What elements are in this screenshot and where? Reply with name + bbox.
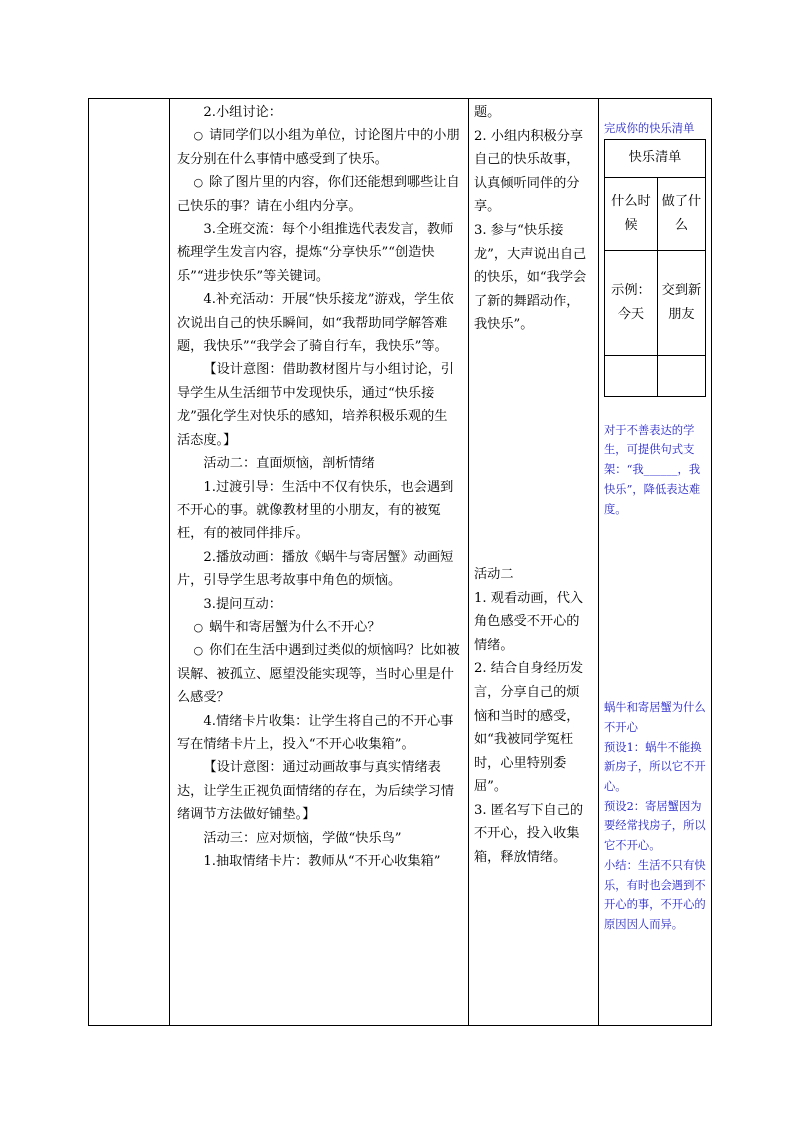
transition-guide-paragraph: 1.过渡引导：生活中不仅有快乐，也会遇到不开心的事。就像教材里的小朋友，有的被冤枉，有的被同伴排斥。 — [177, 479, 454, 542]
support-note: 对于不善表达的学生，可提供句式支架：“我______，我快乐”，降低表达难度。 — [604, 423, 701, 516]
design-intent-paragraph: 【设计意图：借助教材图片与小组讨论，引导学生从生活细节中发现快乐，通过“快乐接龙”强化学生对快乐的感知，培养积极乐观的生活态度。】 — [177, 362, 454, 448]
what-cell: 做了什么 — [657, 177, 705, 250]
preset-note: 预设1：蜗牛不能换新房子，所以它不开心。 — [604, 740, 706, 794]
circle-bullet-icon: ○ — [193, 644, 204, 658]
activity-three-heading: 活动三：应对烦恼，学做“快乐鸟” — [203, 830, 402, 846]
circle-bullet-icon: ○ — [193, 620, 204, 634]
student-text: 2. 结合自身经历发言，分享自己的烦恼和当时的感受，如“我被同学冤枉时，心里特别委屈”。 — [474, 661, 584, 795]
empty-cell — [657, 355, 705, 396]
supplementary-activity-paragraph: 4.补充活动：开展“快乐接龙”游戏，学生依次说出自己的快乐瞬间，如“我帮助同学解答难题，我快乐”“我学会了骑自行车，我快乐”等。 — [177, 292, 454, 355]
emotion-card-paragraph: 4.情绪卡片收集：让学生将自己的不开心事写在情绪卡片上，投入“不开心收集箱”。 — [177, 713, 454, 752]
question-point: ○ 蜗牛和寄居蟹为什么不开心？ — [193, 619, 381, 635]
teacher-activity-column — [169, 99, 468, 1025]
joy-list-title: 完成你的快乐清单 — [604, 122, 695, 135]
discussion-point: ○ 除了图片里的内容，你们还能想到哪些让自己快乐的事？请在小组内分享。 — [177, 175, 460, 214]
group-discussion-heading: 2.小组讨论： — [203, 105, 282, 120]
student-text: 题。 — [474, 105, 501, 120]
empty-label-column — [89, 99, 169, 1025]
question-note: 蜗牛和寄居蟹为什么不开心 — [604, 701, 706, 734]
play-animation-paragraph: 2.播放动画：播放《蜗牛与寄居蟹》动画短片，引导学生思考故事中角色的烦恼。 — [177, 549, 454, 589]
student-text: 3. 参与“快乐接龙”，大声说出自己的快乐，如“我学会了新的舞蹈动作，我快乐”。 — [474, 222, 587, 333]
circle-bullet-icon: ○ — [193, 176, 204, 190]
example-label-cell: 示例：今天 — [605, 250, 658, 355]
student-activity-column — [468, 99, 598, 1025]
student-text: 2. 小组内积极分享自己的快乐故事，认真倾听同伴的分享。 — [474, 128, 584, 215]
summary-note: 小结：生活不只有快乐，有时也会遇到不开心的事，不开心的原因因人而异。 — [604, 858, 706, 931]
empty-cell — [605, 355, 658, 396]
joy-list-table — [604, 139, 706, 397]
preset-note: 预设2：寄居蟹因为要经常找房子，所以它不开心。 — [604, 799, 706, 853]
class-exchange-paragraph: 3.全班交流：每个小组推选代表发言，教师梳理学生发言内容，提炼“分享快乐”“创造快乐”“进步快乐”等关键词。 — [177, 222, 454, 284]
lesson-plan-table — [88, 98, 712, 1026]
joy-list-header: 快乐清单 — [605, 139, 706, 177]
design-intent-paragraph: 【设计意图：通过动画故事与真实情绪表达，让学生正视负面情绪的存在，为后续学习情绪调节方法做好铺垫。】 — [177, 760, 454, 823]
discussion-point: ○ 请同学们以小组为单位，讨论图片中的小朋友分别在什么事情中感受到了快乐。 — [177, 128, 460, 167]
student-text: 3. 匿名写下自己的不开心，投入收集箱，释放情绪。 — [474, 802, 584, 866]
notes-column — [598, 99, 713, 1025]
activity-two-heading: 活动二：直面烦恼，剖析情绪 — [203, 456, 375, 472]
circle-bullet-icon: ○ — [193, 129, 204, 143]
draw-card-paragraph: 1.抽取情绪卡片：教师从“不开心收集箱” — [203, 854, 441, 869]
student-activity-two-heading: 活动二 — [474, 566, 514, 582]
when-cell: 什么时候 — [605, 177, 658, 250]
question-point: ○ 你们在生活中遇到过类似的烦恼吗？比如被误解、被孤立、愿望没能实现等，当时心里是什么感受？ — [177, 643, 460, 706]
student-text: 1. 观看动画，代入角色感受不开心的情绪。 — [474, 590, 584, 653]
question-interaction-heading: 3.提问互动： — [203, 596, 282, 612]
example-value-cell: 交到新朋友 — [657, 250, 705, 355]
